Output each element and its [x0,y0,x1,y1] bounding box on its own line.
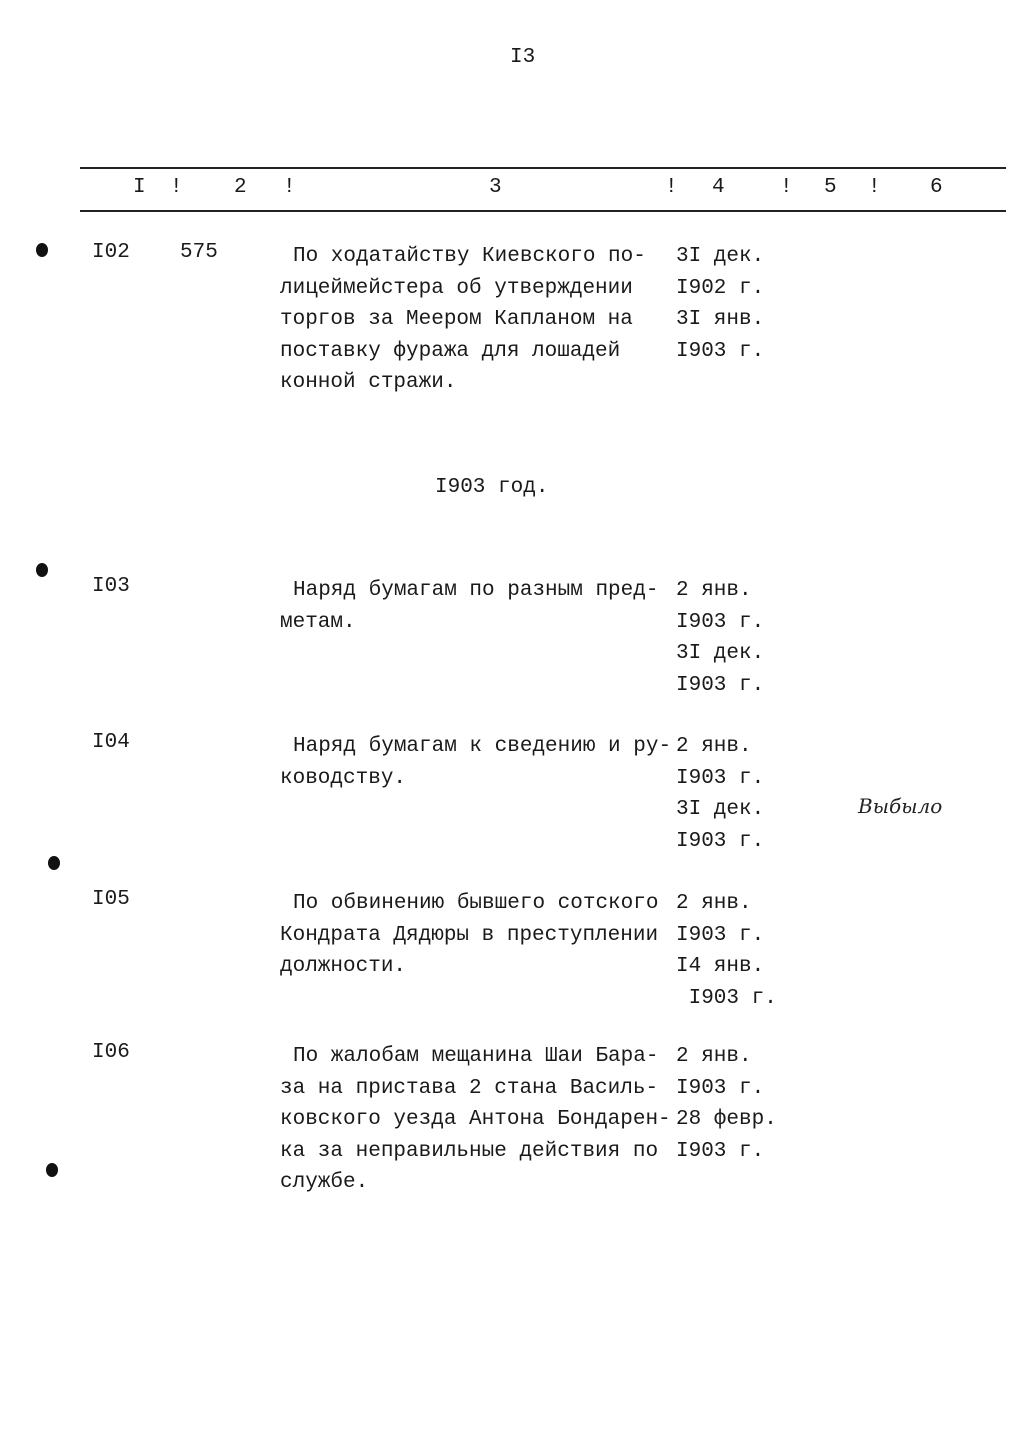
header-col5: 5 [824,176,837,199]
description-line: торгов за Меером Капланом на [280,308,633,332]
description-line: метам. [280,610,356,634]
entry-number: I02 [92,241,130,264]
date-line: I903 г. [676,923,765,947]
description-line: за на пристава 2 стана Василь- [280,1076,659,1100]
date-line: 2 янв. [676,892,752,915]
header-col1: I [133,176,146,199]
date-line: 3I дек. [676,245,765,268]
description-line: Кондрата Дядюры в преступлении [280,923,659,947]
description-line: ка за неправильные действия по [280,1139,659,1163]
date-line: I903 г. [676,673,765,697]
entry-number: I03 [92,575,130,598]
entry-dates [676,1041,777,1167]
entry-description [280,888,658,983]
date-line: I902 г. [676,276,765,300]
date-line: I903 г. [676,766,765,790]
entry-number: I06 [92,1041,130,1064]
date-line: I903 г. [676,610,765,634]
entry-description [280,1041,671,1199]
punch-hole [36,563,48,577]
header-bottom-rule [80,210,1006,212]
header-sep: ! [868,176,881,199]
date-line: 2 янв. [676,1045,752,1068]
entry-dates [676,241,764,367]
description-line: Наряд бумагам к сведению и ру- [293,735,672,758]
date-line: 3I дек. [676,798,765,822]
header-sep: ! [665,176,678,199]
section-title: I903 год. [435,476,549,499]
description-line: Наряд бумагам по разным пред- [293,579,659,602]
entry-dates [676,575,764,701]
entry-description [280,731,671,794]
entry-dates [676,888,777,1014]
description-line: ковского уезда Антона Бондарен- [280,1108,671,1132]
date-line: 28 февр. [676,1108,777,1132]
entry-dates [676,731,764,857]
header-sep: ! [170,176,183,199]
date-line: I903 г. [676,829,765,853]
entry-col2: 575 [180,241,218,264]
description-line: По жалобам мещанина Шаи Бара- [293,1045,659,1068]
header-sep: ! [283,176,296,199]
header-top-rule [80,167,1006,169]
date-line: 2 янв. [676,579,752,602]
description-line: должности. [280,955,407,979]
page-number: I3 [510,46,536,69]
entry-description [280,575,658,638]
header-sep: ! [780,176,793,199]
date-line: I903 г. [676,986,777,1010]
entry-number: I04 [92,731,130,754]
header-col6: 6 [930,176,943,199]
header-col3: 3 [489,176,502,199]
handwritten-note: Выбыло [858,794,943,818]
date-line: I903 г. [676,339,765,363]
punch-hole [48,856,60,870]
entry-number: I05 [92,888,130,911]
description-line: поставку фуража для лошадей [280,339,621,363]
punch-hole [46,1163,58,1177]
description-line: службе. [280,1171,369,1195]
punch-hole [36,243,48,257]
description-line: ководству. [280,766,407,790]
date-line: I903 г. [676,1076,765,1100]
date-line: I903 г. [676,1139,765,1163]
date-line: 3I янв. [676,308,765,332]
date-line: 2 янв. [676,735,752,758]
date-line: I4 янв. [676,955,765,979]
header-col2: 2 [234,176,247,199]
description-line: По ходатайству Киевского по- [293,245,646,268]
date-line: 3I дек. [676,642,765,666]
description-line: По обвинению бывшего сотского [293,892,659,915]
header-col4: 4 [712,176,725,199]
entry-description [280,241,646,399]
description-line: конной стражи. [280,371,457,395]
description-line: лицеймейстера об утверждении [280,276,633,300]
